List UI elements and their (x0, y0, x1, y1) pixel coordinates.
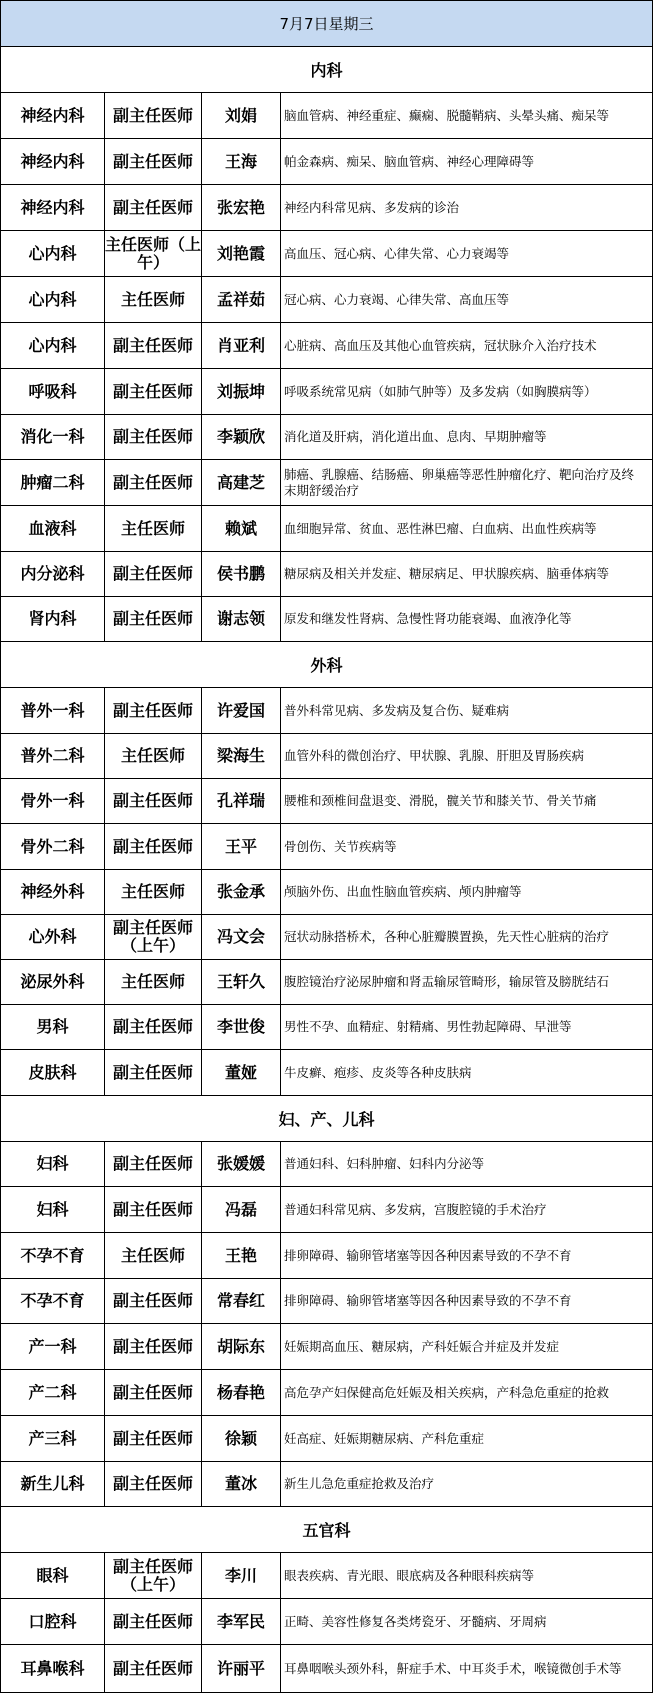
department-cell: 不孕不育 (1, 1233, 105, 1279)
department-cell: 骨外一科 (1, 779, 105, 824)
expertise-cell: 正畸、美容性修复各类烤瓷牙、牙髓病、牙周病 (281, 1599, 653, 1645)
department-cell: 产一科 (1, 1324, 105, 1370)
department-cell: 心外科 (1, 915, 105, 960)
doctor-row (1, 415, 653, 460)
doctor-name-cell: 孟祥茹 (202, 277, 281, 323)
section-title: 内科 (1, 47, 653, 93)
doctor-title-cell: 主任医师 (105, 960, 202, 1005)
doctor-title-cell: 副主任医师 (105, 779, 202, 824)
expertise-cell: 呼吸系统常见病（如肺气肿等）及多发病（如胸膜病等） (281, 369, 653, 415)
doctor-row (1, 185, 653, 231)
doctor-name-cell: 冯磊 (202, 1187, 281, 1233)
section-title: 五官科 (1, 1507, 653, 1553)
doctor-name-cell: 刘振坤 (202, 369, 281, 415)
doctor-title-cell: 副主任医师（上午） (105, 915, 202, 960)
expertise-cell: 普通妇科常见病、多发病，宫腹腔镜的手术治疗 (281, 1187, 653, 1233)
doctor-name-cell: 李世俊 (202, 1005, 281, 1050)
doctor-row (1, 1005, 653, 1050)
expertise-cell: 耳鼻咽喉头颈外科，鼾症手术、中耳炎手术，喉镜微创手术等 (281, 1645, 653, 1693)
doctor-title-cell: 副主任医师 (105, 323, 202, 369)
department-cell: 神经内科 (1, 185, 105, 231)
section-header-row (1, 47, 653, 93)
doctor-title-cell: 主任医师 (105, 506, 202, 552)
doctor-title-cell: 副主任医师 (105, 688, 202, 734)
doctor-name-cell: 胡际东 (202, 1324, 281, 1370)
doctor-row (1, 1645, 653, 1693)
section-title: 妇、产、儿科 (1, 1096, 653, 1142)
doctor-row (1, 323, 653, 369)
doctor-row (1, 960, 653, 1005)
department-cell: 产三科 (1, 1416, 105, 1462)
department-cell: 皮肤科 (1, 1050, 105, 1096)
doctor-title-cell: 副主任医师 (105, 824, 202, 870)
department-cell: 泌尿外科 (1, 960, 105, 1005)
doctor-name-cell: 董娅 (202, 1050, 281, 1096)
doctor-row (1, 369, 653, 415)
expertise-cell: 糖尿病及相关并发症、糖尿病足、甲状腺疾病、脑垂体病等 (281, 552, 653, 597)
doctor-title-cell: 副主任医师 (105, 139, 202, 185)
doctor-name-cell: 杨春艳 (202, 1370, 281, 1416)
department-cell: 神经内科 (1, 93, 105, 139)
expertise-cell: 神经内科常见病、多发病的诊治 (281, 185, 653, 231)
doctor-row (1, 1142, 653, 1187)
doctor-row (1, 460, 653, 506)
expertise-cell: 冠心病、心力衰竭、心律失常、高血压等 (281, 277, 653, 323)
expertise-cell: 普外科常见病、多发病及复合伤、疑难病 (281, 688, 653, 734)
doctor-title-cell: 副主任医师 (105, 185, 202, 231)
doctor-row (1, 231, 653, 277)
doctor-name-cell: 谢志领 (202, 597, 281, 642)
doctor-name-cell: 许丽平 (202, 1645, 281, 1693)
doctor-title-cell: 主任医师 (105, 277, 202, 323)
doctor-name-cell: 刘艳霞 (202, 231, 281, 277)
expertise-cell: 高血压、冠心病、心律失常、心力衰竭等 (281, 231, 653, 277)
doctor-name-cell: 常春红 (202, 1279, 281, 1324)
expertise-cell: 腹腔镜治疗泌尿肿瘤和肾盂输尿管畸形，输尿管及膀胱结石 (281, 960, 653, 1005)
doctor-title-cell: 副主任医师 (105, 1645, 202, 1693)
doctor-name-cell: 侯书鹏 (202, 552, 281, 597)
doctor-name-cell: 张金承 (202, 870, 281, 915)
expertise-cell: 原发和继发性肾病、急慢性肾功能衰竭、血液净化等 (281, 597, 653, 642)
doctor-name-cell: 王海 (202, 139, 281, 185)
doctor-row (1, 915, 653, 960)
expertise-cell: 血细胞异常、贫血、恶性淋巴瘤、白血病、出血性疾病等 (281, 506, 653, 552)
doctor-title-cell: 副主任医师 (105, 1142, 202, 1187)
doctor-title-cell: 副主任医师 (105, 1416, 202, 1462)
department-cell: 口腔科 (1, 1599, 105, 1645)
doctor-title-cell: 副主任医师 (105, 1050, 202, 1096)
doctor-row (1, 506, 653, 552)
doctor-title-cell: 副主任医师 (105, 597, 202, 642)
doctor-title-cell: 副主任医师 (105, 460, 202, 506)
doctor-name-cell: 刘娟 (202, 93, 281, 139)
expertise-cell: 新生儿急危重症抢救及治疗 (281, 1462, 653, 1507)
department-cell: 男科 (1, 1005, 105, 1050)
doctor-row (1, 139, 653, 185)
date-header-row (1, 1, 653, 47)
expertise-cell: 排卵障碍、输卵管堵塞等因各种因素导致的不孕不育 (281, 1279, 653, 1324)
expertise-cell: 腰椎和颈椎间盘退变、滑脱，髋关节和膝关节、骨关节痛 (281, 779, 653, 824)
doctor-name-cell: 李川 (202, 1553, 281, 1599)
doctor-row (1, 824, 653, 870)
doctor-row (1, 1553, 653, 1599)
department-cell: 耳鼻喉科 (1, 1645, 105, 1693)
doctor-row (1, 1187, 653, 1233)
doctor-row (1, 734, 653, 779)
doctor-name-cell: 董冰 (202, 1462, 281, 1507)
doctor-row (1, 597, 653, 642)
doctor-row (1, 1370, 653, 1416)
doctor-name-cell: 王平 (202, 824, 281, 870)
department-cell: 肾内科 (1, 597, 105, 642)
doctor-row (1, 1462, 653, 1507)
department-cell: 内分泌科 (1, 552, 105, 597)
department-cell: 肿瘤二科 (1, 460, 105, 506)
expertise-cell: 妊娠期高血压、糖尿病，产科妊娠合并症及并发症 (281, 1324, 653, 1370)
doctor-name-cell: 李军民 (202, 1599, 281, 1645)
expertise-cell: 骨创伤、关节疾病等 (281, 824, 653, 870)
department-cell: 消化一科 (1, 415, 105, 460)
doctor-row (1, 93, 653, 139)
expertise-cell: 普通妇科、妇科肿瘤、妇科内分泌等 (281, 1142, 653, 1187)
doctor-name-cell: 张媛媛 (202, 1142, 281, 1187)
doctor-title-cell: 副主任医师 (105, 1462, 202, 1507)
doctor-name-cell: 许爱国 (202, 688, 281, 734)
department-cell: 心内科 (1, 231, 105, 277)
expertise-cell: 妊高症、妊娠期糖尿病、产科危重症 (281, 1416, 653, 1462)
department-cell: 产二科 (1, 1370, 105, 1416)
doctor-name-cell: 冯文会 (202, 915, 281, 960)
doctor-row (1, 1324, 653, 1370)
doctor-row (1, 1279, 653, 1324)
doctor-row (1, 552, 653, 597)
expertise-cell: 帕金森病、痴呆、脑血管病、神经心理障碍等 (281, 139, 653, 185)
department-cell: 神经内科 (1, 139, 105, 185)
doctor-title-cell: 副主任医师 (105, 1187, 202, 1233)
doctor-row (1, 1599, 653, 1645)
section-header-row (1, 1507, 653, 1553)
expertise-cell: 脑血管病、神经重症、癫痫、脱髓鞘病、头晕头痛、痴呆等 (281, 93, 653, 139)
doctor-title-cell: 主任医师 (105, 734, 202, 779)
doctor-title-cell: 副主任医师 (105, 552, 202, 597)
doctor-title-cell: 副主任医师 (105, 1279, 202, 1324)
expertise-cell: 心脏病、高血压及其他心血管疾病，冠状脉介入治疗技术 (281, 323, 653, 369)
doctor-title-cell: 副主任医师 (105, 1370, 202, 1416)
department-cell: 血液科 (1, 506, 105, 552)
doctor-name-cell: 梁海生 (202, 734, 281, 779)
doctor-title-cell: 副主任医师 (105, 1005, 202, 1050)
doctor-name-cell: 李颖欣 (202, 415, 281, 460)
doctor-title-cell: 主任医师（上午） (105, 231, 202, 277)
department-cell: 妇科 (1, 1187, 105, 1233)
doctor-row (1, 1050, 653, 1096)
department-cell: 眼科 (1, 1553, 105, 1599)
doctor-title-cell: 副主任医师 (105, 415, 202, 460)
department-cell: 普外二科 (1, 734, 105, 779)
doctor-name-cell: 王轩久 (202, 960, 281, 1005)
department-cell: 神经外科 (1, 870, 105, 915)
expertise-cell: 眼表疾病、青光眼、眼底病及各种眼科疾病等 (281, 1553, 653, 1599)
expertise-cell: 高危孕产妇保健高危妊娠及相关疾病，产科急危重症的抢救 (281, 1370, 653, 1416)
expertise-cell: 牛皮癣、疱疹、皮炎等各种皮肤病 (281, 1050, 653, 1096)
doctor-name-cell: 高建芝 (202, 460, 281, 506)
expertise-cell: 排卵障碍、输卵管堵塞等因各种因素导致的不孕不育 (281, 1233, 653, 1279)
department-cell: 妇科 (1, 1142, 105, 1187)
expertise-cell: 血管外科的微创治疗、甲状腺、乳腺、肝胆及胃肠疾病 (281, 734, 653, 779)
doctor-title-cell: 副主任医师（上午） (105, 1553, 202, 1599)
date-header: 7月7日星期三 (1, 1, 653, 47)
department-cell: 新生儿科 (1, 1462, 105, 1507)
doctor-row (1, 870, 653, 915)
department-cell: 骨外二科 (1, 824, 105, 870)
department-cell: 不孕不育 (1, 1279, 105, 1324)
doctor-title-cell: 主任医师 (105, 870, 202, 915)
section-header-row (1, 642, 653, 688)
expertise-cell: 冠状动脉搭桥术，各种心脏瓣膜置换，先天性心脏病的治疗 (281, 915, 653, 960)
department-cell: 呼吸科 (1, 369, 105, 415)
doctor-row (1, 277, 653, 323)
doctor-row (1, 688, 653, 734)
doctor-title-cell: 副主任医师 (105, 1599, 202, 1645)
doctor-name-cell: 孔祥瑞 (202, 779, 281, 824)
doctor-name-cell: 赖斌 (202, 506, 281, 552)
doctor-title-cell: 副主任医师 (105, 369, 202, 415)
expertise-cell: 男性不孕、血精症、射精痛、男性勃起障碍、早泄等 (281, 1005, 653, 1050)
doctor-name-cell: 王艳 (202, 1233, 281, 1279)
expertise-cell: 颅脑外伤、出血性脑血管疾病、颅内肿瘤等 (281, 870, 653, 915)
doctor-name-cell: 张宏艳 (202, 185, 281, 231)
doctor-title-cell: 副主任医师 (105, 93, 202, 139)
expertise-cell: 消化道及肝病，消化道出血、息肉、早期肿瘤等 (281, 415, 653, 460)
department-cell: 心内科 (1, 277, 105, 323)
doctor-title-cell: 副主任医师 (105, 1324, 202, 1370)
doctor-title-cell: 主任医师 (105, 1233, 202, 1279)
department-cell: 心内科 (1, 323, 105, 369)
department-cell: 普外一科 (1, 688, 105, 734)
doctor-row (1, 779, 653, 824)
doctor-row (1, 1416, 653, 1462)
doctor-name-cell: 肖亚利 (202, 323, 281, 369)
doctor-row (1, 1233, 653, 1279)
section-header-row (1, 1096, 653, 1142)
section-title: 外科 (1, 642, 653, 688)
doctor-name-cell: 徐颖 (202, 1416, 281, 1462)
expertise-cell: 肺癌、乳腺癌、结肠癌、卵巢癌等恶性肿瘤化疗、靶向治疗及终末期舒缓治疗 (281, 460, 653, 506)
